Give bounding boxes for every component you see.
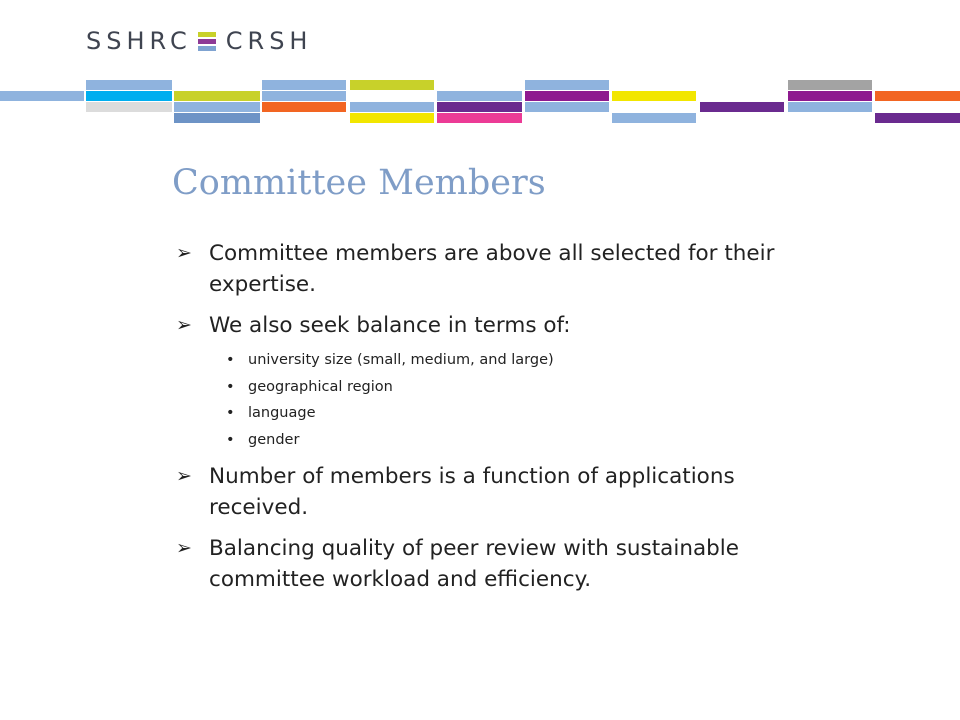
decor-bar: [875, 91, 960, 101]
decor-bar: [875, 113, 960, 123]
decor-bar: [350, 91, 434, 101]
sub-bullet-item: [226, 347, 816, 374]
decor-bar: [350, 113, 434, 123]
dot-bullet-icon: •: [226, 352, 235, 368]
decor-bar: [437, 102, 522, 112]
dot-bullet-icon: •: [226, 405, 235, 421]
decor-bar: [174, 91, 260, 101]
bullet-text: Number of members is a function of applications received.: [209, 464, 735, 520]
bullet-item: [176, 461, 816, 523]
logo-right-text: CRSH: [225, 27, 313, 55]
logo-left-text: SSHRC: [86, 27, 192, 55]
slide-content: [176, 238, 816, 605]
decor-bar: [437, 91, 522, 101]
sub-bullet-item: [226, 427, 816, 454]
decor-bar: [0, 91, 84, 101]
decor-bar: [788, 80, 872, 90]
sub-bullet-list: [176, 347, 816, 453]
decor-bar: [612, 91, 696, 101]
sub-bullet-text: language: [248, 405, 316, 421]
decor-bar: [788, 91, 872, 101]
decor-bar: [86, 102, 172, 112]
decor-bar: [437, 113, 522, 123]
slide-title: Committee Members: [172, 163, 546, 203]
decor-bar: [86, 91, 172, 101]
bullet-item: [176, 533, 816, 595]
decor-bar: [525, 102, 609, 112]
decor-bar: [262, 91, 346, 101]
decor-bar: [174, 102, 260, 112]
decor-bar: [350, 80, 434, 90]
arrow-bullet-icon: ➢: [176, 314, 192, 336]
decorative-color-bars: [0, 0, 960, 130]
decor-bar: [174, 113, 260, 123]
sub-bullet-item: [226, 400, 816, 427]
arrow-bullet-icon: ➢: [176, 537, 192, 559]
arrow-bullet-icon: ➢: [176, 242, 192, 264]
decor-bar: [86, 80, 172, 90]
sub-bullet-text: university size (small, medium, and large): [248, 352, 554, 368]
sub-bullet-item: [226, 374, 816, 401]
bullet-item: [176, 238, 816, 300]
decor-bar: [525, 91, 609, 101]
sub-bullet-text: gender: [248, 431, 300, 448]
decor-bar: [350, 102, 434, 112]
arrow-bullet-icon: ➢: [176, 465, 192, 487]
decor-bar: [612, 113, 696, 123]
decor-bar: [525, 80, 609, 90]
bullet-text: We also seek balance in terms of:: [209, 313, 571, 338]
dot-bullet-icon: •: [226, 431, 235, 448]
bullet-text: Balancing quality of peer review with sustainable committee workload and efficiency.: [209, 536, 739, 592]
decor-bar: [262, 102, 346, 112]
decor-bar: [788, 102, 872, 112]
bullet-item: [176, 310, 816, 341]
decor-bar: [262, 80, 346, 90]
bullet-text: Committee members are above all selected for their expertise.: [209, 241, 775, 297]
dot-bullet-icon: •: [226, 378, 235, 395]
decor-bar: [700, 102, 784, 112]
sub-bullet-text: geographical region: [248, 378, 393, 395]
